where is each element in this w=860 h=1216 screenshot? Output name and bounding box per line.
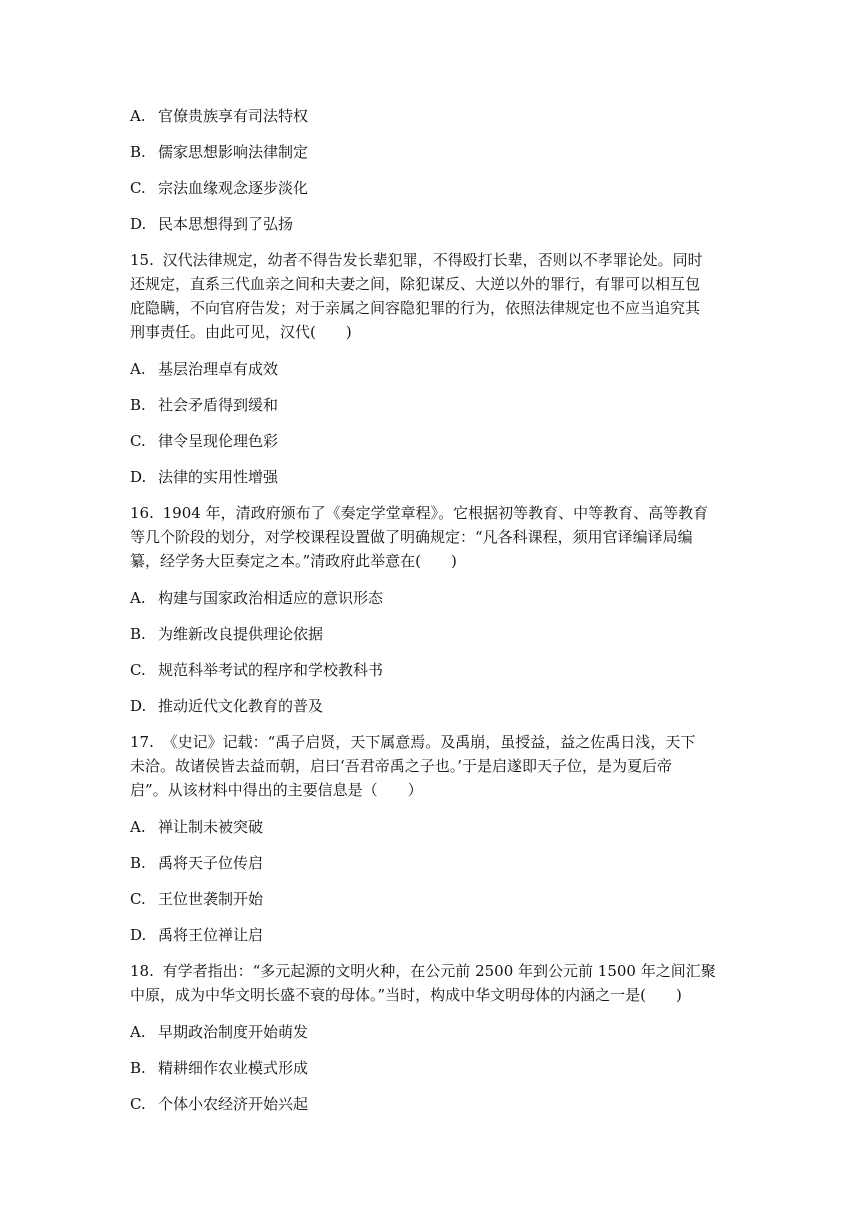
option-letter: C. xyxy=(130,890,146,908)
q16-line-2: 等几个阶段的划分，对学校课程设置做了明确规定：“凡各科课程，须用官译编译局编 xyxy=(130,528,693,546)
option-text: 构建与国家政治相适应的意识形态 xyxy=(158,589,384,607)
option-text: 民本思想得到了弘扬 xyxy=(158,215,294,233)
question-text: 有学者指出：“多元起源的文明火种，在公元前 2500 年到公元前 1500 年之间汇聚 xyxy=(162,962,716,980)
q16-stem xyxy=(130,501,730,573)
option-text: 社会矛盾得到缓和 xyxy=(158,396,279,414)
option-letter: B. xyxy=(130,396,146,414)
option-text: 律令呈现伦理色彩 xyxy=(158,432,279,450)
q14-option-a[interactable] xyxy=(130,104,730,128)
q18-line-2: 中原，成为中华文明长盛不衰的母体。”当时，构成中华文明母体的内涵之一是( ) xyxy=(130,986,682,1004)
option-letter: D. xyxy=(130,215,147,233)
q14-option-b[interactable] xyxy=(130,140,730,164)
q18-option-c[interactable] xyxy=(130,1092,730,1116)
q17-option-c[interactable] xyxy=(130,887,730,911)
q15-line-3: 庇隐瞒，不向官府告发；对于亲属之间容隐犯罪的行为，依照法律规定也不应当追究其 xyxy=(130,299,701,317)
q14-option-d[interactable] xyxy=(130,212,730,236)
question-text: 汉代法律规定，幼者不得告发长辈犯罪，不得殴打长辈，否则以不孝罪论处。同时 xyxy=(162,251,703,269)
question-text: 《史记》记载：“禹子启贤，天下属意焉。及禹崩，虽授益，益之佐禹日浅，天下 xyxy=(162,733,696,751)
option-letter: B. xyxy=(130,854,146,872)
option-text: 禹将王位禅让启 xyxy=(158,926,264,944)
q16-option-d[interactable] xyxy=(130,694,730,718)
option-text: 精耕细作农业模式形成 xyxy=(158,1059,309,1077)
q17-line-3: 启”。从该材料中得出的主要信息是（ ） xyxy=(130,781,423,799)
option-letter: D. xyxy=(130,697,147,715)
q15-option-a[interactable] xyxy=(130,357,730,381)
q17-line-2: 未洽。故诸侯皆去益而朝，启曰‘吾君帝禹之子也。’于是启遂即天子位，是为夏后帝 xyxy=(130,757,673,775)
question-text: 1904 年，清政府颁布了《奏定学堂章程》。它根据初等教育、中等教育、高等教育 xyxy=(162,504,709,522)
option-letter: B. xyxy=(130,143,146,161)
option-letter: C. xyxy=(130,179,146,197)
q18-stem xyxy=(130,959,730,1007)
question-number: 18. xyxy=(130,962,154,980)
option-letter: A. xyxy=(130,589,146,607)
option-text: 儒家思想影响法律制定 xyxy=(158,143,309,161)
q16-option-a[interactable] xyxy=(130,586,730,610)
q14-option-c[interactable] xyxy=(130,176,730,200)
option-letter: A. xyxy=(130,1023,146,1041)
q18-line-1 xyxy=(130,959,730,983)
option-text: 法律的实用性增强 xyxy=(158,468,279,486)
option-letter: D. xyxy=(130,926,147,944)
option-text: 为维新改良提供理论依据 xyxy=(158,625,324,643)
option-text: 宗法血缘观念逐步淡化 xyxy=(158,179,309,197)
q16-line-3: 纂，经学务大臣奏定之本。”清政府此举意在( ) xyxy=(130,552,457,570)
q17-option-a[interactable] xyxy=(130,815,730,839)
option-letter: C. xyxy=(130,661,146,679)
option-text: 早期政治制度开始萌发 xyxy=(158,1023,309,1041)
option-text: 禅让制未被突破 xyxy=(158,818,264,836)
q15-option-c[interactable] xyxy=(130,429,730,453)
q15-line-2: 还规定，直系三代血亲之间和夫妻之间，除犯谋反、大逆以外的罪行，有罪可以相互包 xyxy=(130,275,701,293)
q17-line-1 xyxy=(130,730,730,754)
option-text: 基层治理卓有成效 xyxy=(158,360,279,378)
option-text: 王位世袭制开始 xyxy=(158,890,264,908)
q15-option-b[interactable] xyxy=(130,393,730,417)
option-text: 规范科举考试的程序和学校教科书 xyxy=(158,661,384,679)
q18-option-a[interactable] xyxy=(130,1020,730,1044)
q17-stem xyxy=(130,730,730,802)
option-text: 推动近代文化教育的普及 xyxy=(158,697,324,715)
question-number: 15. xyxy=(130,251,154,269)
q17-option-d[interactable] xyxy=(130,923,730,947)
option-letter: A. xyxy=(130,360,146,378)
option-letter: C. xyxy=(130,432,146,450)
q15-option-d[interactable] xyxy=(130,465,730,489)
question-number: 16. xyxy=(130,504,154,522)
option-text: 禹将天子位传启 xyxy=(158,854,264,872)
q16-option-b[interactable] xyxy=(130,622,730,646)
option-letter: B. xyxy=(130,625,146,643)
q15-stem xyxy=(130,248,730,344)
option-letter: B. xyxy=(130,1059,146,1077)
question-number: 17. xyxy=(130,733,154,751)
option-letter: C. xyxy=(130,1095,146,1113)
option-letter: A. xyxy=(130,818,146,836)
option-letter: A. xyxy=(130,107,146,125)
q17-option-b[interactable] xyxy=(130,851,730,875)
q18-option-b[interactable] xyxy=(130,1056,730,1080)
option-text: 个体小农经济开始兴起 xyxy=(158,1095,309,1113)
exam-page xyxy=(130,104,730,1128)
q16-line-1 xyxy=(130,501,730,525)
q15-line-1 xyxy=(130,248,730,272)
option-letter: D. xyxy=(130,468,147,486)
option-text: 官僚贵族享有司法特权 xyxy=(158,107,309,125)
q15-line-4: 刑事责任。由此可见，汉代( ) xyxy=(130,323,352,341)
q16-option-c[interactable] xyxy=(130,658,730,682)
